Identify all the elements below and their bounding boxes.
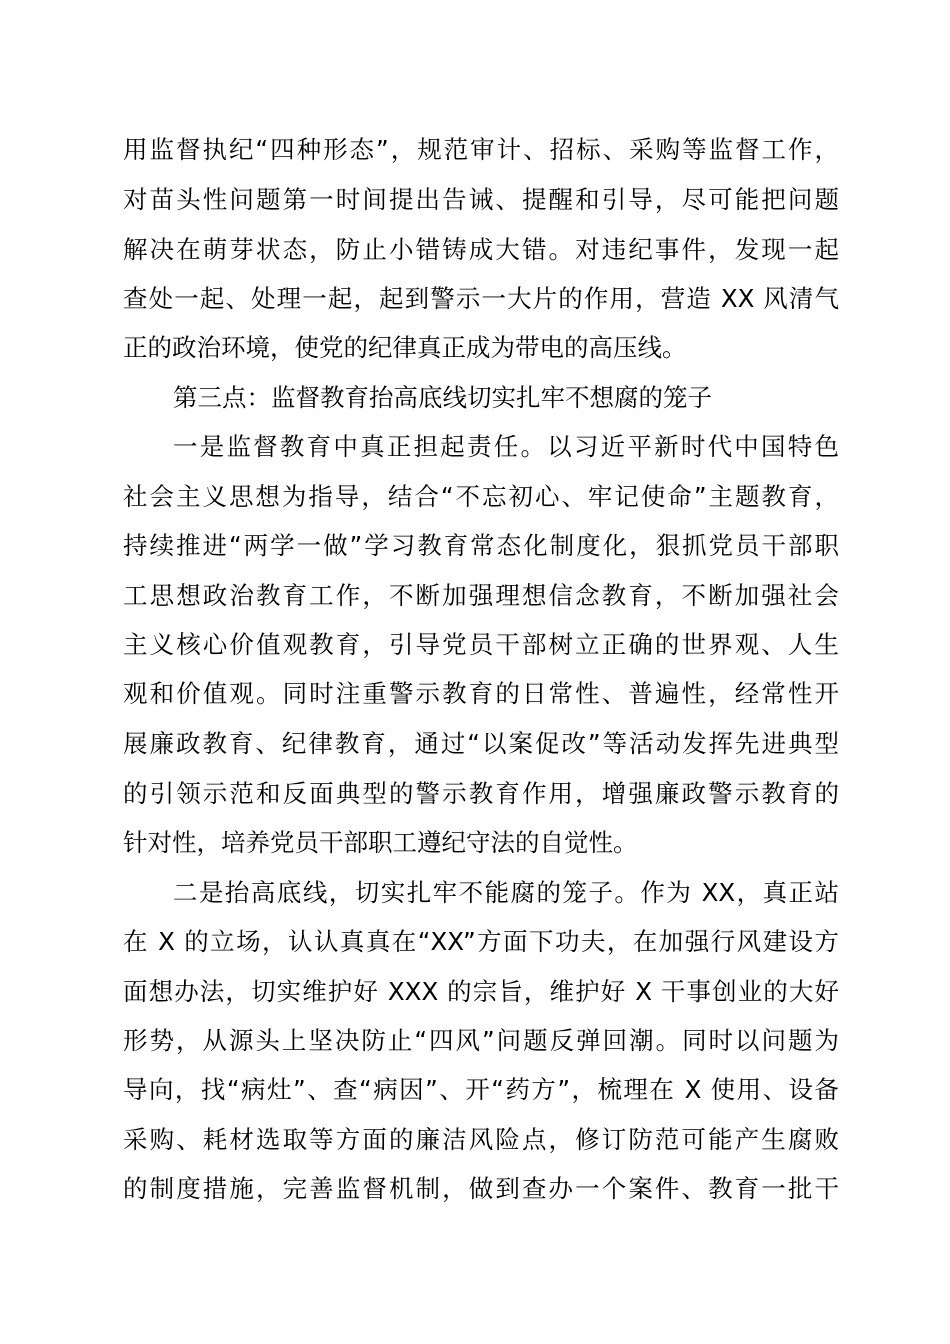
body-text-line: 针对性，培养党员干部职工遵纪守法的自觉性。 xyxy=(123,828,638,857)
body-text-line: 用监督执纪“四种形态”，规范审计、招标、采购等监督工作， xyxy=(123,135,839,164)
body-text-line: 解决在萌芽状态，防止小错铸成大错。对违纪事件，发现一起 xyxy=(123,235,839,264)
body-text-line: 主义核心价值观教育，引导党员干部树立正确的世界观、人生 xyxy=(123,630,839,659)
body-text-line: 查处一起、处理一起，起到警示一大片的作用，营造 XX 风清气 xyxy=(123,284,839,313)
section-heading: 第三点：监督教育抬高底线切实扎牢不想腐的笼子 xyxy=(173,383,712,412)
body-text-line: 正的政治环境，使党的纪律真正成为带电的高压线。 xyxy=(123,333,687,362)
body-text-line: 持续推进“两学一做”学习教育常态化制度化，狠抓党员干部职 xyxy=(123,531,839,560)
body-text-line: 导向，找“病灶”、查“病因”、开“药方”，梳理在 X 使用、设备 xyxy=(123,1075,839,1104)
body-text-line: 工思想政治教育工作，不断加强理想信念教育，不断加强社会 xyxy=(123,581,839,610)
body-text-line: 面想办法，切实维护好 XXX 的宗旨，维护好 X 干事创业的大好 xyxy=(123,977,839,1006)
paragraph-first-line: 二是抬高底线，切实扎牢不能腐的笼子。作为 XX，真正站 xyxy=(173,878,839,907)
paragraph-first-line: 一是监督教育中真正担起责任。以习近平新时代中国特色 xyxy=(173,432,839,461)
body-text-line: 展廉政教育、纪律教育，通过“以案促改”等活动发挥先进典型 xyxy=(123,729,839,758)
body-text-line: 形势，从源头上坚决防止“四风”问题反弹回潮。同时以问题为 xyxy=(123,1026,839,1055)
body-text-line: 社会主义思想为指导，结合“不忘初心、牢记使命”主题教育， xyxy=(123,482,839,511)
body-text-line: 对苗头性问题第一时间提出告诫、提醒和引导，尽可能把问题 xyxy=(123,185,839,214)
body-text-line: 采购、耗材选取等方面的廉洁风险点，修订防范可能产生腐败 xyxy=(123,1125,839,1154)
body-text-line: 的引领示范和反面典型的警示教育作用，增强廉政警示教育的 xyxy=(123,779,839,808)
body-text-line: 观和价值观。同时注重警示教育的日常性、普遍性，经常性开 xyxy=(123,679,839,708)
body-text-line: 在 X 的立场，认认真真在“XX”方面下功夫，在加强行风建设方 xyxy=(123,927,839,956)
body-text-line: 的制度措施，完善监督机制，做到查办一个案件、教育一批干 xyxy=(123,1174,839,1203)
